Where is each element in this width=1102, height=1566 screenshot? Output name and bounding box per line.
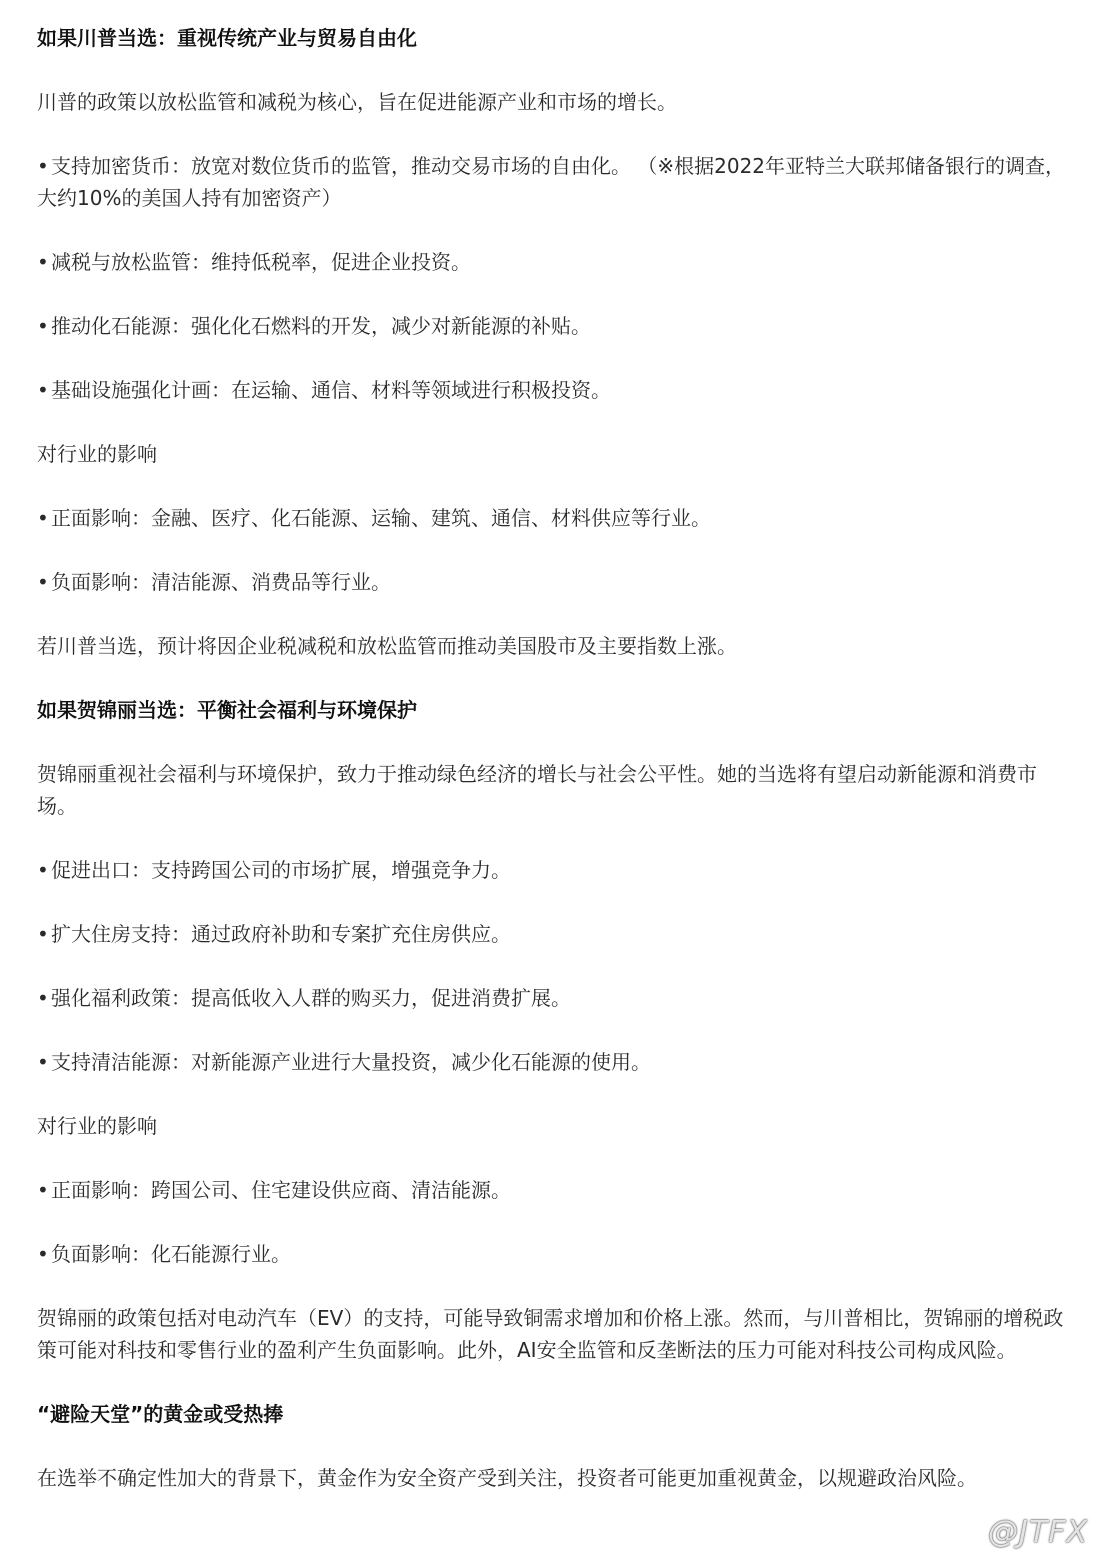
harris-intro: 贺锦丽重视社会福利与环境保护，致力于推动绿色经济的增长与社会公平性。她的当选将有望启动新能源和消费市场。 bbox=[37, 762, 1037, 818]
bullet-dot: • bbox=[37, 314, 49, 338]
section-heading-trump: 如果川普当选：重视传统产业与贸易自由化 bbox=[37, 26, 417, 50]
harris-impact-negative: • 负面影响：化石能源行业。 bbox=[37, 1238, 1067, 1270]
trump-conclusion: 若川普当选，预计将因企业税减税和放松监管而推动美国股市及主要指数上涨。 bbox=[37, 634, 737, 658]
trump-impact-negative: • 负面影响：清洁能源、消费品等行业。 bbox=[37, 566, 1067, 598]
bullet-dot: • bbox=[37, 1242, 49, 1266]
harris-bullet-welfare: • 强化福利政策：提高低收入人群的购买力，促进消费扩展。 bbox=[37, 982, 1067, 1014]
bullet-dot: • bbox=[37, 506, 49, 530]
bullet-dot: • bbox=[37, 378, 49, 402]
harris-impact-positive: • 正面影响：跨国公司、住宅建设供应商、清洁能源。 bbox=[37, 1174, 1067, 1206]
gold-text: 在选举不确定性加大的背景下，黄金作为安全资产受到关注，投资者可能更加重视黄金，以规避政治风险。 bbox=[37, 1466, 977, 1490]
bullet-dot: • bbox=[37, 154, 49, 178]
bullet-dot: • bbox=[37, 858, 49, 882]
trump-bullet-fossil: • 推动化石能源：强化化石燃料的开发，减少对新能源的补贴。 bbox=[37, 310, 1067, 342]
bullet-dot: • bbox=[37, 922, 49, 946]
harris-impact-title: 对行业的影响 bbox=[37, 1114, 157, 1138]
section-heading-harris: 如果贺锦丽当选：平衡社会福利与环境保护 bbox=[37, 698, 417, 722]
harris-bullet-export: • 促进出口：支持跨国公司的市场扩展，增强竞争力。 bbox=[37, 854, 1067, 886]
harris-bullet-housing: • 扩大住房支持：通过政府补助和专案扩充住房供应。 bbox=[37, 918, 1067, 950]
bullet-dot: • bbox=[37, 570, 49, 594]
trump-bullet-crypto: • 支持加密货币：放宽对数位货币的监管，推动交易市场的自由化。 （※根据2022年亚特兰大联邦储备银行的调查，大约10%的美国人持有加密资产） bbox=[37, 150, 1067, 214]
bullet-dot: • bbox=[37, 1178, 49, 1202]
harris-bullet-clean-energy: • 支持清洁能源：对新能源产业进行大量投资，减少化石能源的使用。 bbox=[37, 1046, 1067, 1078]
trump-intro: 川普的政策以放松监管和减税为核心，旨在促进能源产业和市场的增长。 bbox=[37, 90, 677, 114]
bullet-dot: • bbox=[37, 986, 49, 1010]
trump-bullet-tax: • 减税与放松监管：维持低税率，促进企业投资。 bbox=[37, 246, 1067, 278]
trump-impact-positive: • 正面影响：金融、医疗、化石能源、运输、建筑、通信、材料供应等行业。 bbox=[37, 502, 1067, 534]
article bbox=[37, 22, 1067, 1526]
trump-bullet-infrastructure: • 基础设施强化计画：在运输、通信、材料等领域进行积极投资。 bbox=[37, 374, 1067, 406]
harris-conclusion: 贺锦丽的政策包括对电动汽车（EV）的支持，可能导致铜需求增加和价格上涨。然而，与川普相比，贺锦丽的增税政策可能对科技和零售行业的盈利产生负面影响。此外，AI安全监管和反垄断法的压力可能对科技公司构成风险。 bbox=[37, 1306, 1064, 1362]
bullet-dot: • bbox=[37, 1050, 49, 1074]
bullet-dot: • bbox=[37, 250, 49, 274]
section-heading-gold: “避险天堂”的黄金或受热捧 bbox=[37, 1402, 284, 1426]
watermark-logo: @JTFX bbox=[988, 1515, 1088, 1550]
trump-impact-title: 对行业的影响 bbox=[37, 442, 157, 466]
